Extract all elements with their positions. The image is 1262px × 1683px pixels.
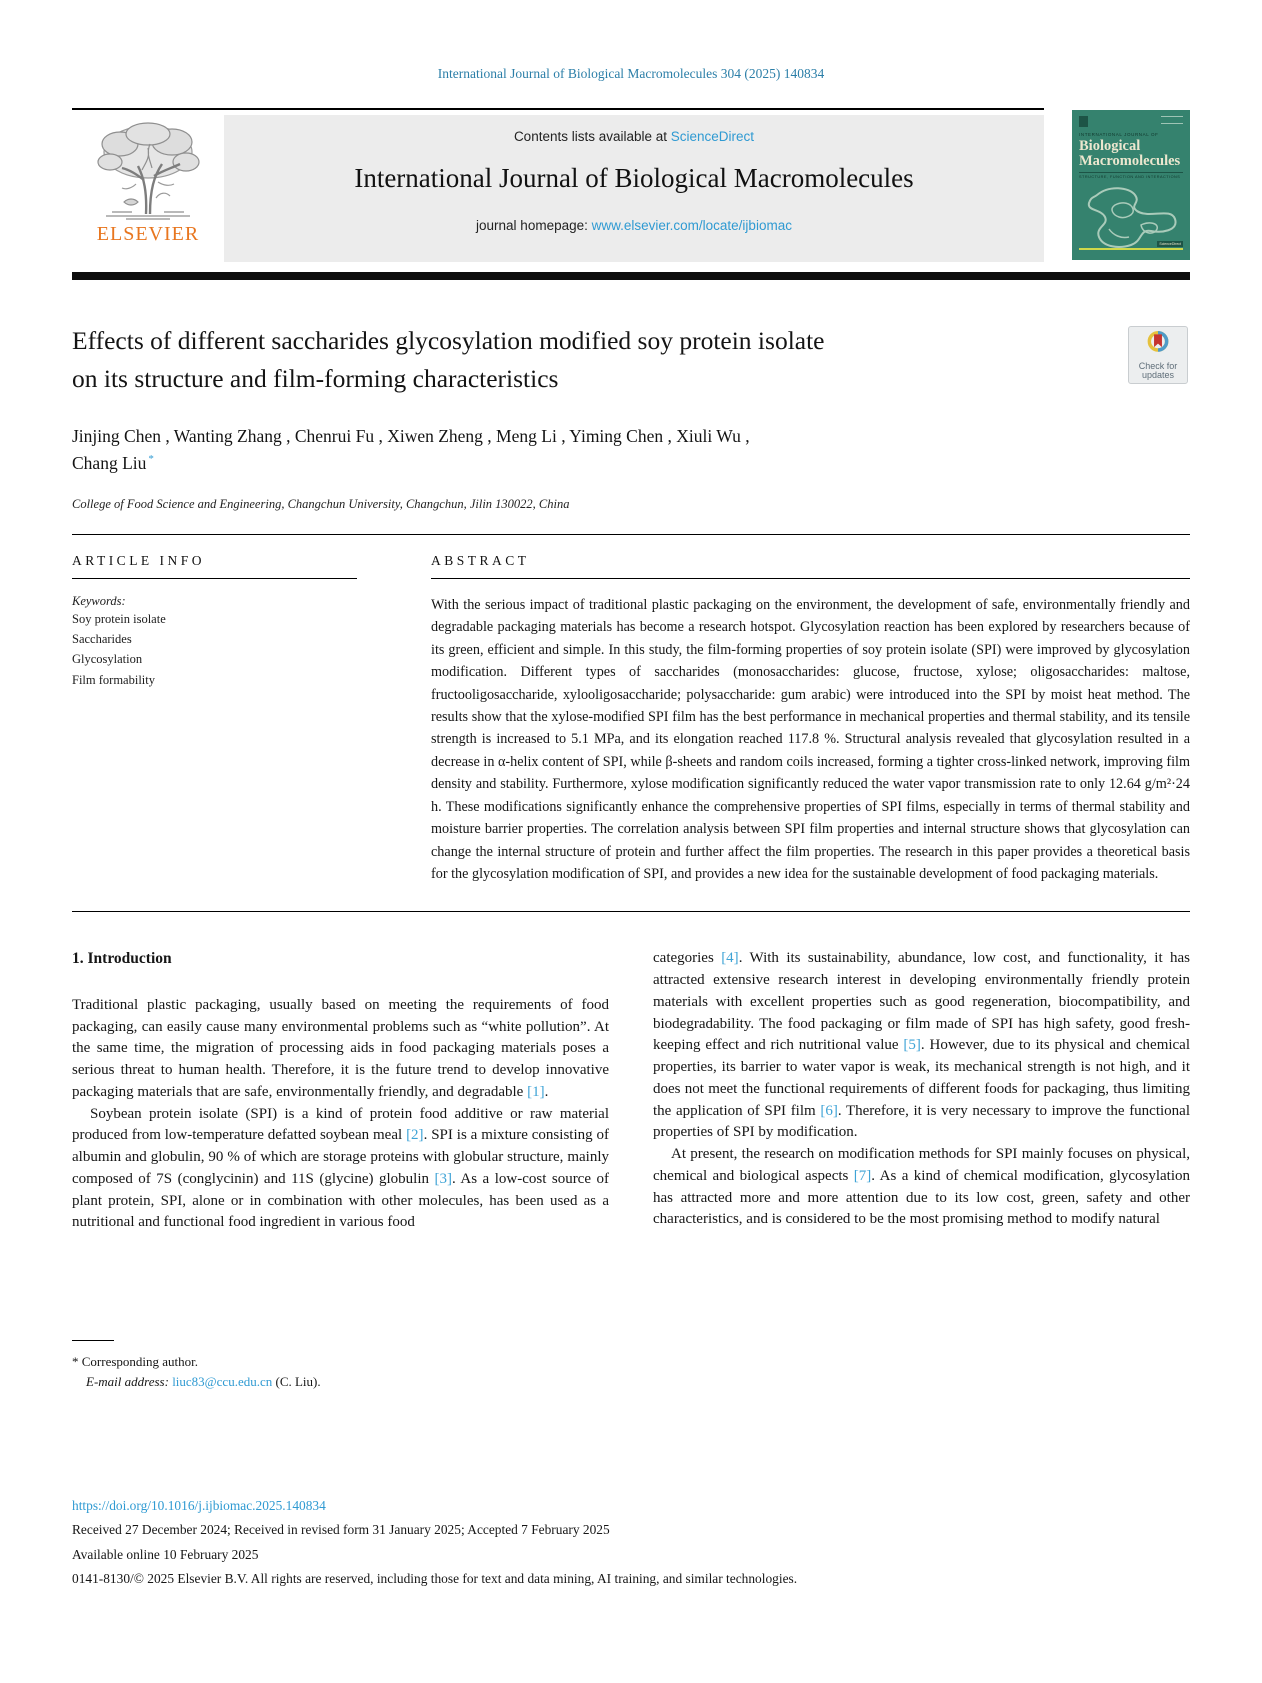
check-for-updates-icon bbox=[1143, 329, 1173, 357]
author-list bbox=[72, 423, 1190, 477]
author-line-1: Jinjing Chen , Wanting Zhang , Chenrui Fu , Xiwen Zheng , Meng Li , Yiming Chen , Xiuli Wu , bbox=[72, 425, 750, 446]
homepage-line: journal homepage: www.elsevier.com/locate/ijbiomac bbox=[476, 218, 792, 233]
email-line bbox=[86, 1373, 321, 1391]
journal-cover-thumbnail[interactable] bbox=[1072, 110, 1190, 260]
keywords-label: Keywords: bbox=[72, 593, 126, 608]
elsevier-wordmark: ELSEVIER bbox=[96, 223, 200, 245]
corresponding-author-asterisk[interactable]: * bbox=[148, 452, 154, 465]
email-link[interactable]: liuc83@ccu.edu.cn bbox=[172, 1374, 273, 1390]
journal-banner bbox=[224, 115, 1044, 262]
author-line-2: Chang Liu * bbox=[72, 452, 154, 473]
sciencedirect-link[interactable]: ScienceDirect bbox=[670, 129, 755, 144]
abstract-rule bbox=[431, 578, 1190, 579]
introduction-heading: 1. Introduction bbox=[72, 950, 172, 968]
available-online: Available online 10 February 2025 bbox=[72, 1546, 259, 1562]
email-suffix: (C. Liu). bbox=[275, 1374, 321, 1390]
cover-sciencedirect-badge: ScienceDirect bbox=[1159, 242, 1181, 246]
keyword-item: Glycosylation bbox=[72, 652, 143, 667]
title-block bbox=[72, 322, 1190, 399]
body-paragraph: At present, the research on modification methods for SPI mainly focuses on physical, chemical and biological aspects [7]. As a kind of chemical modification, glycosylation has attracted more and more attention due to its low cost, green, safety and other characteristics, and is considered to be the most promising method to modify natural bbox=[653, 1146, 1190, 1228]
cover-kicker: INTERNATIONAL JOURNAL OF bbox=[1079, 132, 1159, 137]
article-info-column bbox=[72, 553, 357, 886]
affiliation: College of Food Science and Engineering, Changchun University, Changchun, Jilin 130022, China bbox=[72, 496, 570, 511]
contents-line: Contents lists available at ScienceDirect bbox=[513, 129, 755, 144]
masthead-left bbox=[72, 108, 1044, 262]
cover-accent-line bbox=[1079, 248, 1183, 250]
body-paragraph: Traditional plastic packaging, usually based on meeting the requirements of food packaging, can easily cause many environmental problems such as “white pollution”. At the same time, the migration of processing aids in food packaging materials poses a serious threat to human health. Therefore, it is the future trend to develop innovative packaging materials that are safe, environmentally friendly, and degradable [1]. bbox=[72, 996, 609, 1100]
cover-publisher-mark-icon bbox=[1079, 116, 1088, 127]
keyword-item: Film formability bbox=[72, 672, 155, 687]
article-info-rule bbox=[72, 578, 357, 579]
abstract-text: With the serious impact of traditional plastic packaging on the environment, the development of safe, environmentally friendly and degradable packaging materials has become a research hotspot. Glycosylation reaction has been explored by researchers because of its green, efficient and simple. In this study, the film-forming properties of soy protein isolate (SPI) were improved by glycosylation modification. Different types of saccharides (monosaccharides: glucose, fructose, xylose; oligosaccharides: maltose, fructooligosaccharide, xylooligosaccharide; polysaccharide: gum arabic) were introduced into the SPI by moist heat method. The results show that the xylose-modified SPI film has the best performance in mechanical properties and thermal stability, and its tensile strength is increased to 5.1 MPa, and its elongation reached 117.8 %. Structural analysis revealed that glycosylation resulted in a decrease in α-helix content of SPI, while β-sheets and random coils increased, forming a tighter cross-linked network, improving film density and stability. Furthermore, xylose modification significantly reduced the water vapor transmission rate to only 12.64 g/m²·24 h. These modifications significantly enhance the comprehensive properties of SPI films, especially in terms of thermal stability and moisture barrier properties. The correlation analysis between SPI film properties and internal structure shows that glycosylation can change the internal structure of protein and further affect the film properties. The research in this paper provides a theoretical basis for the glycosylation modification of SPI, and provides a new idea for the sustainable development of food packaging materials. bbox=[431, 596, 1190, 882]
keyword-item: Saccharides bbox=[72, 632, 132, 646]
introduction-section bbox=[72, 948, 1190, 1234]
journal-title: International Journal of Biological Macromolecules bbox=[354, 163, 914, 193]
citation-ref[interactable]: [2] bbox=[406, 1127, 424, 1144]
email-label: E-mail address: bbox=[86, 1374, 169, 1390]
masthead-divider-bar bbox=[72, 272, 1190, 280]
masthead bbox=[72, 108, 1190, 260]
imprint-block bbox=[72, 1494, 1190, 1592]
cover-issn-mark bbox=[1161, 116, 1183, 124]
journal-homepage-link[interactable]: www.elsevier.com/locate/ijbiomac bbox=[591, 218, 792, 233]
section-rule bbox=[72, 534, 1190, 535]
body-paragraph: Soybean protein isolate (SPI) is a kind of protein food additive or raw material produced from low-temperature defatted soybean meal [2]. SPI is a mixture consisting of albumin and globulin, 90 % of which are storage proteins with globular structure, mainly composed of 7S (conglycinin) and 11S (glycine) globulin [3]. As a low-cost source of plant protein, SPI, alone or in combination with other molecules, has been used as a nutritional and functional food ingredient in various food bbox=[72, 1105, 609, 1231]
article-info-heading: ARTICLE INFO bbox=[72, 552, 206, 568]
citation-ref[interactable]: [3] bbox=[434, 1170, 452, 1187]
info-abstract-section bbox=[72, 553, 1190, 886]
cover-subtitle: STRUCTURE, FUNCTION AND INTERACTIONS bbox=[1079, 172, 1183, 179]
body-column-left bbox=[72, 948, 609, 1234]
footnote-rule bbox=[72, 1340, 114, 1341]
body-column-right bbox=[653, 948, 1190, 1234]
running-head-citation: International Journal of Biological Macromolecules 304 (2025) 140834 bbox=[437, 66, 825, 81]
abstract-column bbox=[431, 553, 1190, 886]
elsevier-tree-icon bbox=[92, 118, 204, 222]
cover-title: Biological Macromolecules bbox=[1079, 138, 1181, 170]
check-for-updates-badge[interactable] bbox=[1128, 326, 1188, 384]
footnote-block bbox=[72, 1340, 321, 1392]
check-for-updates-label: Check for updates bbox=[1138, 361, 1178, 381]
citation-ref[interactable]: [7] bbox=[853, 1167, 872, 1184]
keyword-item: Soy protein isolate bbox=[72, 611, 166, 626]
citation-ref[interactable]: [1] bbox=[527, 1083, 545, 1100]
article-title: Effects of different saccharides glycosylation modified soy protein isolate on its structure and film-forming characteristics bbox=[72, 326, 825, 394]
citation-ref[interactable]: [6] bbox=[820, 1102, 838, 1119]
abstract-heading: ABSTRACT bbox=[431, 552, 530, 568]
corresponding-author-note: * Corresponding author. bbox=[72, 1354, 199, 1369]
doi-link[interactable]: https://doi.org/10.1016/j.ijbiomac.2025.140834 bbox=[72, 1498, 326, 1513]
citation-ref[interactable]: [4] bbox=[721, 950, 739, 967]
abstract-bottom-rule bbox=[72, 911, 1190, 912]
elsevier-logo bbox=[72, 110, 224, 262]
copyright-line: 0141-8130/© 2025 Elsevier B.V. All rights are reserved, including those for text and data mining, AI training, and similar technologies. bbox=[72, 1571, 798, 1587]
body-paragraph: categories [4]. With its sustainability, abundance, low cost, and functionality, it has attracted extensive research interest in developing environmentally friendly protein materials with excellent properties such as good regeneration, biocompatibility, and biodegradability. The food packaging or film made of SPI has high safety, good fresh-keeping effect and rich nutritional value [5]. However, due to its physical and chemical properties, its barrier to water vapor is weak, its mechanical strength is not high, and it does not meet the functional requirements of different foods for packaging, thus limiting the application of SPI film [6]. Therefore, it is very necessary to improve the functional properties of SPI by modification. bbox=[653, 950, 1191, 1141]
received-dates: Received 27 December 2024; Received in revised form 31 January 2025; Accepted 7 February 2025 bbox=[72, 1522, 610, 1538]
citation-ref[interactable]: [5] bbox=[903, 1037, 921, 1054]
